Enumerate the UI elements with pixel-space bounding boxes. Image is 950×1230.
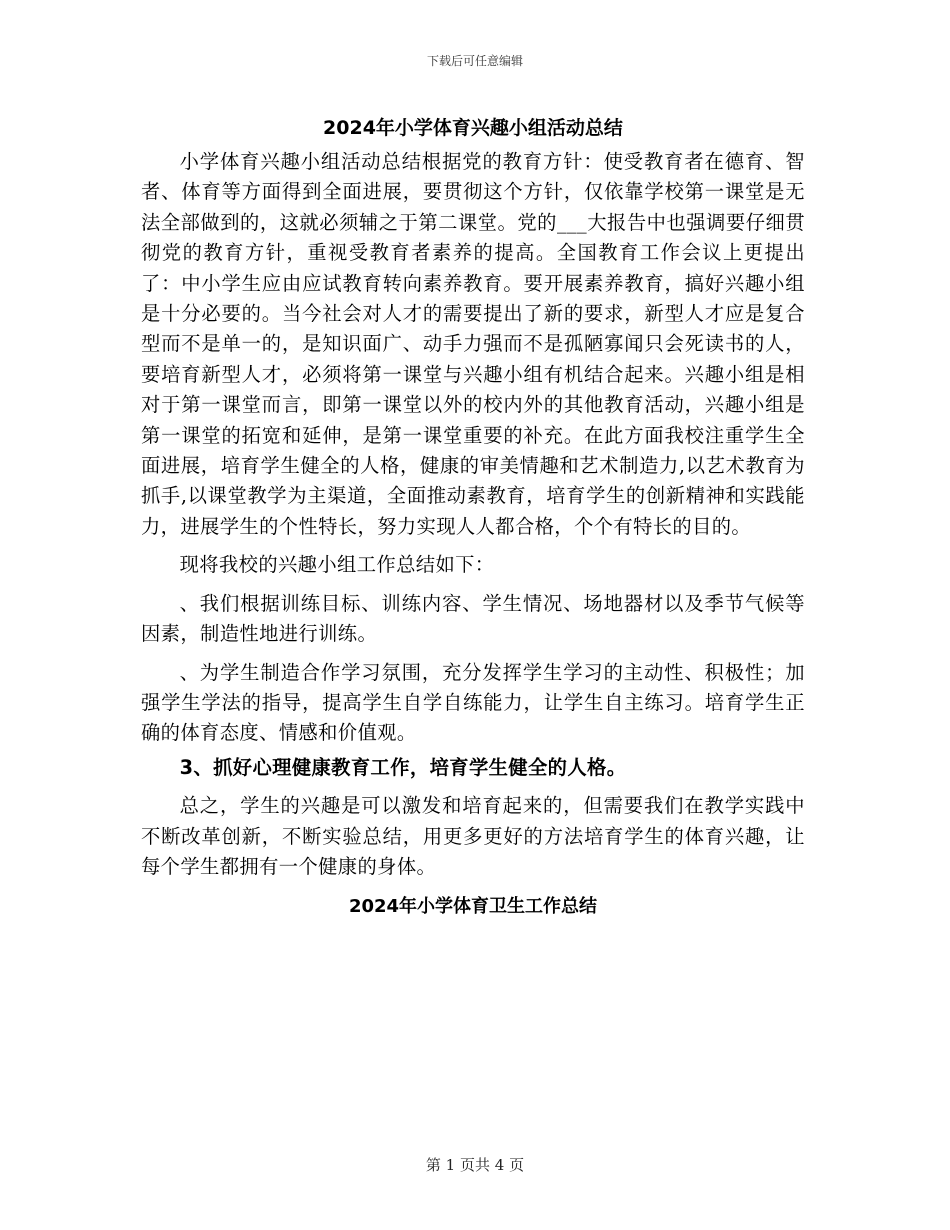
header-note: 下载后可任意编辑 <box>426 54 523 68</box>
document-title: 2024年小学体育兴趣小组活动总结 <box>323 117 623 139</box>
next-section-title: 2024年小学体育卫生工作总结 <box>348 896 598 918</box>
paragraph-conclusion: 总之，学生的兴趣是可以激发和培育起来的，但需要我们在教学实践中不断改革创新，不断实验总结，用更多更好的方法培育学生的体育兴趣，让每个学生都拥有一个健康的身体。 <box>141 794 805 878</box>
paragraph-item-1: 、我们根据训练目标、训练内容、学生情况、场地器材以及季节气候等因素，制造性地进行训练。 <box>141 591 805 646</box>
document-body <box>141 113 805 922</box>
page-number: 第 1 页共 4 页 <box>425 1156 525 1174</box>
paragraph-intro: 小学体育兴趣小组活动总结根据党的教育方针：使受教育者在德育、智者、体育等方面得到全面进展，要贯彻这个方针，仅依靠学校第一课堂是无法全部做到的，这就必须辅之于第二课堂。党的___大报告中也强调要仔细贯彻党的教育方针，重视受教育者素养的提高。全国教育工作会议上更提出了：中小学生应由应试教育转向素养教育。要开展素养教育，搞好兴趣小组是十分必要的。当今社会对人才的需要提出了新的要求，新型人才应是复合型而不是单一的，是知识面广、动手力强而不是孤陋寡闻只会死读书的人，要培育新型人才，必须将第一课堂与兴趣小组有机结合起来。兴趣小组是相对于第一课堂而言，即第一课堂以外的校内外的其他教育活动，兴趣小组是第一课堂的拓宽和延伸，是第一课堂重要的补充。在此方面我校注重学生全面进展，培育学生健全的人格，健康的审美情趣和艺术制造力,以艺术教育为抓手,以课堂教学为主渠道，全面推动素教育，培育学生的创新精神和实践能力，进展学生的个性特长，努力实现人人都合格，个个有特长的目的。 <box>141 150 805 538</box>
paragraph-item-3: 3、抓好心理健康教育工作，培育学生健全的人格。 <box>179 755 627 779</box>
paragraph-item-2: 、为学生制造合作学习氛围，充分发挥学生学习的主动性、积极性；加强学生学法的指导，提高学生自学自练能力，让学生自主练习。培育学生正确的体育态度、情感和价值观。 <box>141 660 805 745</box>
paragraph-summary-lead: 现将我校的兴趣小组工作总结如下： <box>179 553 495 577</box>
